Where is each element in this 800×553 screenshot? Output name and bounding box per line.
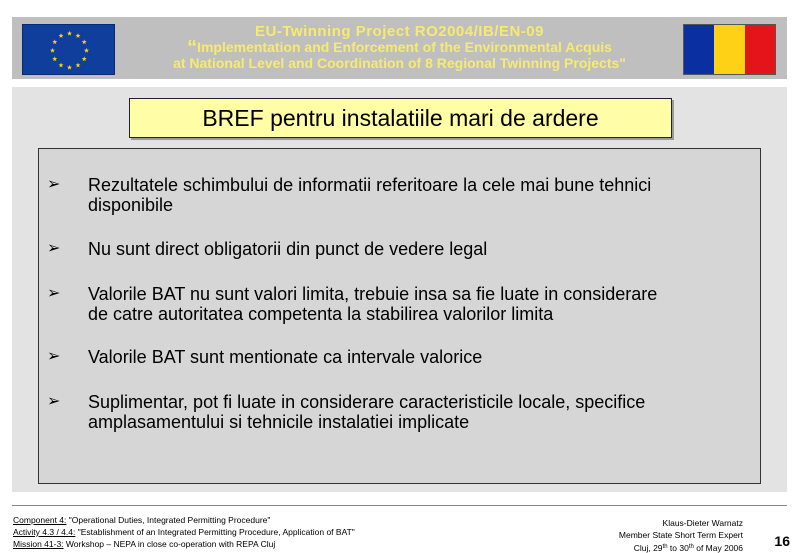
eu-star-icon (84, 48, 89, 53)
bullet-line: Nu sunt direct obligatorii din punct de vedere legal (88, 239, 488, 259)
flag-stripe-blue (684, 25, 714, 74)
romania-flag-icon (683, 24, 776, 75)
bullet-line: Rezultatele schimbului de informatii referitoare la cele mai bune tehnici (88, 175, 652, 195)
eu-star-icon (67, 31, 72, 36)
date-suffix: th (662, 544, 668, 550)
mission-label: Mission 41-3: (13, 539, 64, 549)
slide-title: BREF pentru instalatiile mari de ardere (129, 98, 672, 138)
footer-component (13, 514, 483, 526)
slide-header (12, 17, 787, 79)
header-title: EU-Twinning Project RO2004/IB/EN-09 (255, 23, 544, 40)
bullet-text (88, 175, 758, 215)
eu-star-icon (52, 56, 57, 61)
eu-star-icon (59, 33, 64, 38)
eu-flag-icon (22, 24, 115, 75)
header-subtitle-text: Implementation and Enforcement of the Environmental Acquis (197, 39, 612, 55)
eu-star-icon (82, 39, 87, 44)
date-part: of May 2006 (693, 543, 743, 553)
footer-author-info (540, 517, 743, 553)
eu-star-icon (82, 56, 87, 61)
eu-star-icon (67, 65, 72, 70)
mission-value: Workshop – NEPA in close co-operation with REPA Cluj (63, 539, 276, 549)
arrow-bullet-icon: ➢ (47, 176, 61, 193)
bullet-list (38, 148, 761, 484)
bullet-text (88, 392, 758, 432)
open-quote: “ (187, 37, 198, 59)
arrow-bullet-icon: ➢ (47, 285, 61, 302)
header-subtitle-line1 (122, 37, 677, 59)
date-part: Cluj, 29 (633, 543, 663, 553)
header-text (122, 23, 677, 71)
bullet-line: amplasamentului si tehnicile instalatiei implicate (88, 412, 470, 432)
bullet-line: disponibile (88, 195, 174, 215)
eu-star-icon (76, 63, 81, 68)
arrow-bullet-icon: ➢ (47, 348, 61, 365)
flag-stripe-yellow (714, 25, 744, 74)
event-date (540, 541, 743, 553)
eu-star-icon (76, 33, 81, 38)
eu-star-icon (50, 48, 55, 53)
date-part: to 30 (667, 543, 689, 553)
footer-divider (12, 505, 787, 506)
bullet-line: Valorile BAT nu sunt valori limita, trebuie insa sa fie luate in considerare (88, 284, 658, 304)
activity-value: "Establishment of an Integrated Permitting Procedure, Application of BAT" (75, 527, 355, 537)
author-role: Member State Short Term Expert (618, 530, 743, 540)
bullet-text (88, 284, 758, 324)
bullet-text (88, 239, 758, 259)
bullet-line: Valorile BAT sunt mentionate ca intervale valorice (88, 347, 483, 367)
footer-activity (13, 526, 483, 538)
component-label: Component 4: (13, 515, 67, 525)
bullet-text (88, 347, 758, 367)
activity-label: Activity 4.3 / 4.4: (13, 527, 76, 537)
page-number: 16 (774, 533, 790, 549)
flag-stripe-red (745, 25, 775, 74)
arrow-bullet-icon: ➢ (47, 240, 61, 257)
footer-mission (13, 538, 483, 550)
header-subtitle-line2: at National Level and Coordination of 8 Regional Twinning Projects" (173, 55, 626, 71)
arrow-bullet-icon: ➢ (47, 393, 61, 410)
bullet-line: Suplimentar, pot fi luate in considerare caracteristicile locale, specifice (88, 392, 646, 412)
bullet-line: de catre autoritatea competenta la stabilirea valorilor limita (88, 304, 554, 324)
author-name: Klaus-Dieter Warnatz (662, 518, 743, 528)
eu-star-icon (52, 39, 57, 44)
component-value: "Operational Duties, Integrated Permitting Procedure" (66, 515, 271, 525)
eu-star-icon (59, 63, 64, 68)
date-suffix: th (688, 544, 694, 550)
footer-project-info (13, 514, 483, 550)
